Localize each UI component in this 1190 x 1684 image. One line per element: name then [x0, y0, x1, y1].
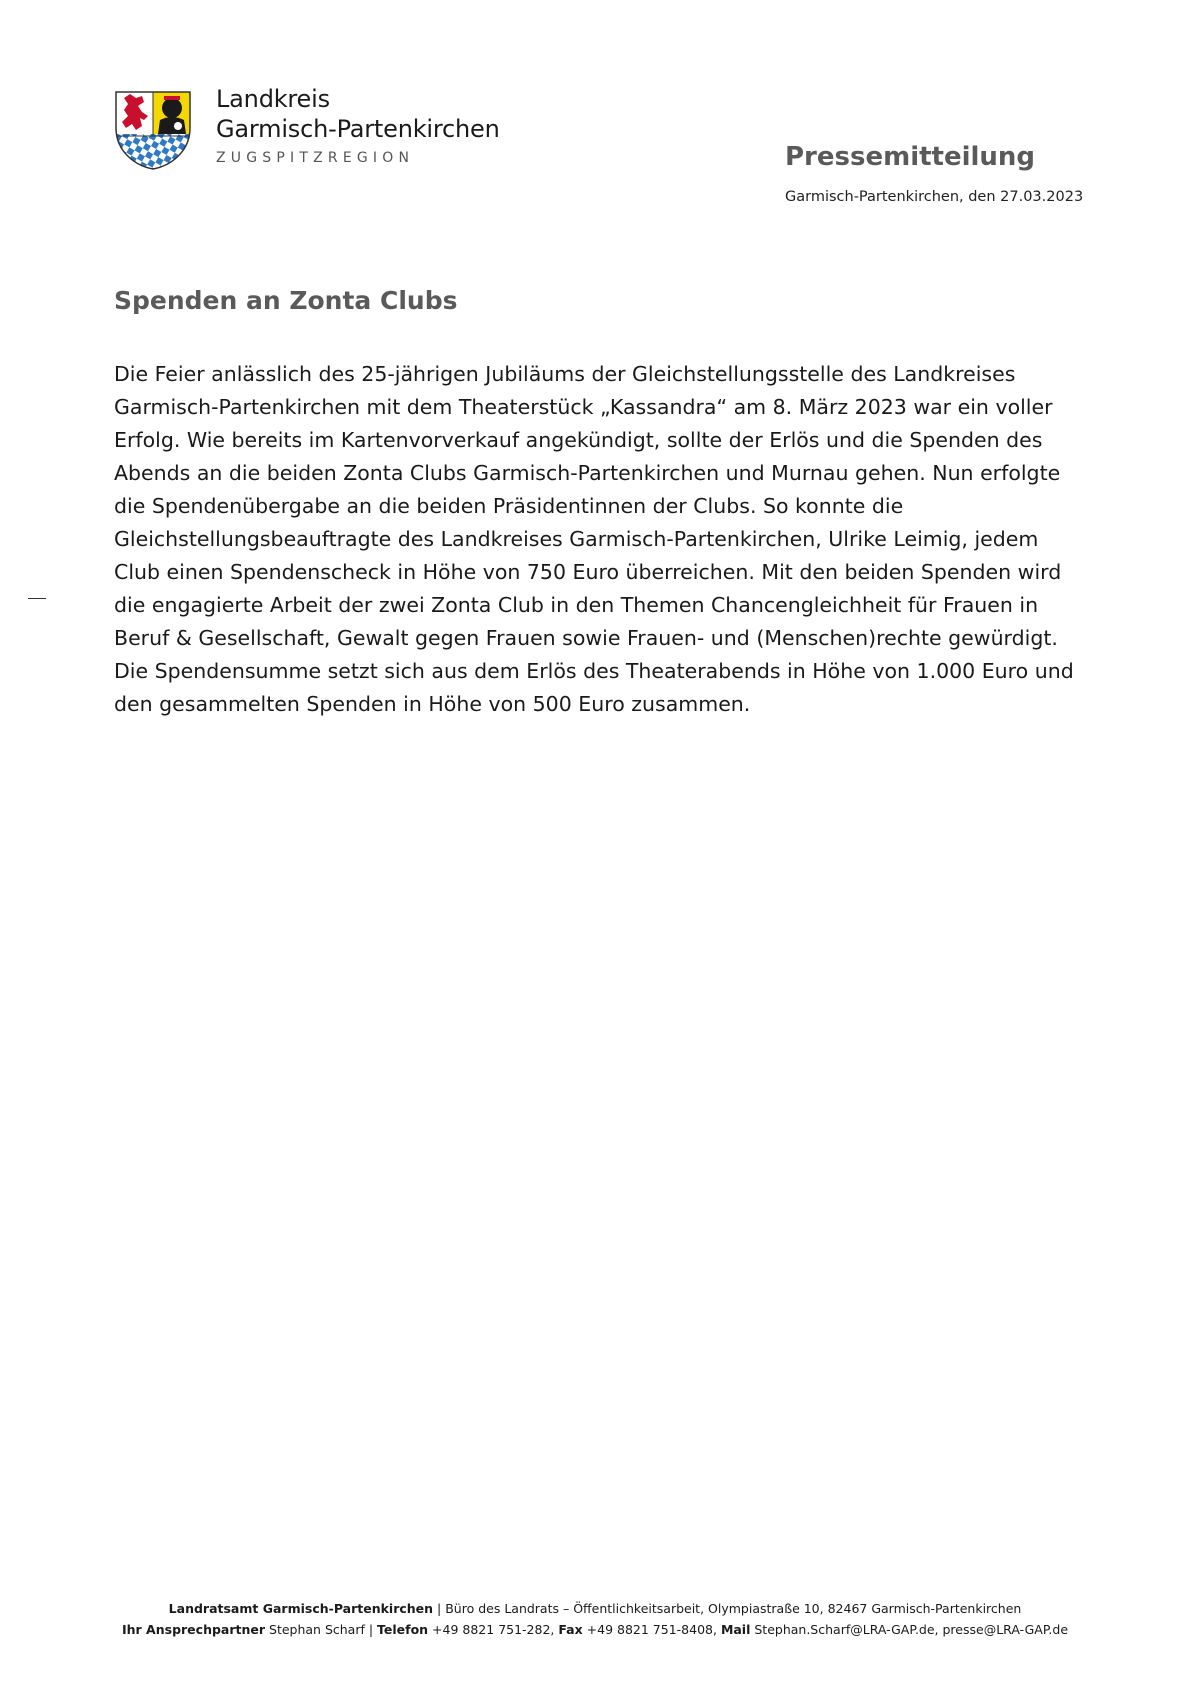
document-type: Pressemitteilung	[785, 142, 1036, 172]
footer-mail-value: Stephan.Scharf@LRA-GAP.de, presse@LRA-GAP.de	[750, 1622, 1069, 1637]
footer-contact	[0, 1622, 1190, 1637]
org-region: ZUGSPITZREGION	[216, 150, 415, 166]
fold-mark	[28, 598, 46, 599]
footer-office-address: | Büro des Landrats – Öffentlichkeitsarbeit, Olympiastraße 10, 82467 Garmisch-Partenkirchen	[433, 1601, 1022, 1616]
footer-phone-label: Telefon	[377, 1622, 429, 1637]
article-headline: Spenden an Zonta Clubs	[114, 286, 458, 315]
footer-contact-name: Stephan Scharf |	[265, 1622, 378, 1637]
footer-phone-value: +49 8821 751-282,	[428, 1622, 559, 1637]
footer-address	[0, 1601, 1190, 1616]
article-body: Die Feier anlässlich des 25-jährigen Jubiläums der Gleichstellungsstelle des Landkreises Garmisch-Partenkirchen mit dem Theaterstück „Kassandra“ am 8. März 2023 war ein voller Erfolg. Wie bereits im Kartenvorverkauf angekündigt, sollte der Erlös und die Spenden des Abends an die beiden Zonta Clubs Garmisch-Partenkirchen und Murnau gehen. Nun erfolgte die Spendenübergabe an die beiden Präsidentinnen der Clubs. So konnte die Gleichstellungsbeauftragte des Landkreises Garmisch-Partenkirchen, Ulrike Leimig, jedem Club einen Spendenscheck in Höhe von 750 Euro überreichen. Mit den beiden Spenden wird die engagierte Arbeit der zwei Zonta Club in den Themen Chancengleichheit für Frauen in Beruf & Gesellschaft, Gewalt gegen Frauen sowie Frauen- und (Menschen)rechte gewürdigt. Die Spendensumme setzt sich aus dem Erlös des Theaterabends in Höhe von 1.000 Euro und den gesammelten Spenden in Höhe von 500 Euro zusammen.	[114, 362, 1074, 716]
footer-mail-label: Mail	[720, 1622, 751, 1637]
org-name-line2: Garmisch-Partenkirchen	[216, 115, 500, 143]
org-name-line1: Landkreis	[216, 85, 330, 113]
org-brand	[216, 84, 500, 166]
footer-office-name: Landratsamt Garmisch-Partenkirchen	[168, 1601, 434, 1616]
footer-fax-label: Fax	[558, 1622, 583, 1637]
footer-contact-label: Ihr Ansprechpartner	[121, 1622, 266, 1637]
footer-fax-value: +49 8821 751-8408,	[582, 1622, 721, 1637]
coat-of-arms-icon	[114, 90, 192, 170]
place-date: Garmisch-Partenkirchen, den 27.03.2023	[785, 189, 1084, 205]
